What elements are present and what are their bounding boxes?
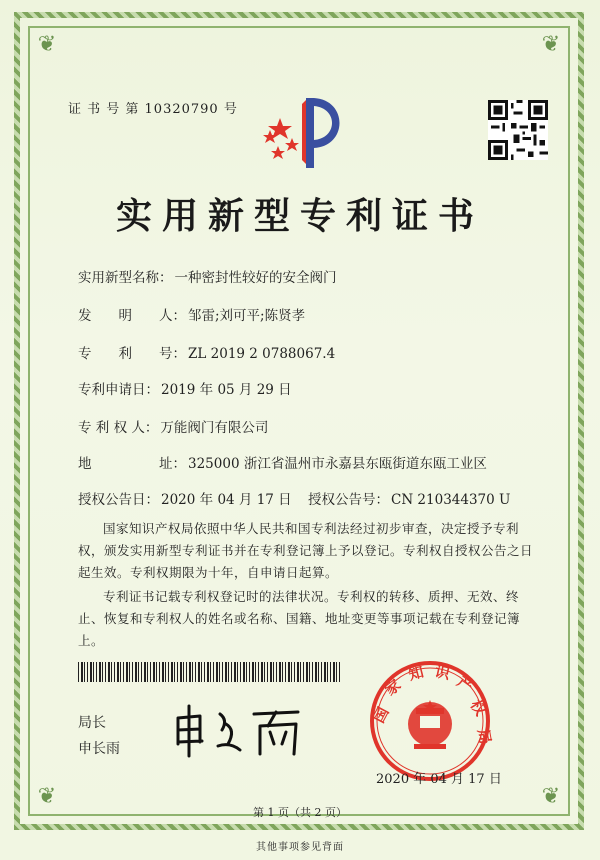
grant-statement-paragraph: 国家知识产权局依照中华人民共和国专利法经过初步审查，决定授予专利权，颁发实用新型专利证书并在专利登记簿上予以登记。专利权自授权公告之日起生效。专利权期限为十年，自申请日起算。: [78, 521, 534, 580]
svg-text:识: 识: [433, 662, 452, 684]
utility-name-label: 实用新型名称：: [78, 270, 173, 286]
grant-number-row: [308, 488, 510, 508]
grant-date-row: [78, 488, 292, 508]
svg-text:家: 家: [381, 675, 405, 700]
footer-note: 其他事项参见背面: [256, 842, 344, 853]
corner-ornament-icon: ❦: [37, 784, 57, 809]
utility-name-value: 一种密封性较好的安全阀门: [174, 270, 337, 286]
patentee-row: [78, 416, 268, 436]
address-label: 地 址：: [78, 456, 186, 472]
address-row: [78, 452, 487, 472]
svg-text:国: 国: [369, 704, 393, 726]
svg-text:权: 权: [466, 696, 490, 719]
certificate-number: 证 书 号 第 10320790 号: [68, 102, 238, 117]
grant-number-label: 授权公告号：: [308, 492, 389, 508]
corner-ornament-icon: ❦: [37, 32, 57, 57]
inventor-value: 邹雷;刘可平;陈贤孝: [188, 308, 306, 324]
corner-ornament-icon: ❦: [541, 32, 561, 57]
svg-text:局: 局: [474, 727, 495, 746]
grant-date-label: 授权公告日：: [78, 492, 159, 508]
patentee-label: 专 利 权 人：: [78, 420, 159, 436]
corner-ornament-icon: ❦: [541, 784, 561, 809]
inventor-label: 发 明 人：: [78, 308, 186, 324]
patent-number-row: [78, 342, 335, 362]
filing-date-label: 专利申请日：: [78, 382, 159, 398]
inventor-row: [78, 304, 305, 324]
legal-status-paragraph: 专利证书记载专利权登记时的法律状况。专利权的转移、质押、无效、终止、恢复和专利权人的姓名或名称、国籍、地址变更等事项记载在专利登记簿上。: [78, 589, 521, 648]
barcode: [78, 662, 342, 682]
seal-date: 2020 年 04 月 17 日: [376, 772, 502, 787]
filing-date-value: 2019 年 05 月 29 日: [161, 382, 292, 398]
svg-text:知: 知: [406, 662, 426, 684]
grant-date-value: 2020 年 04 月 17 日: [161, 492, 292, 508]
patent-number-value: ZL 2019 2 0788067.4: [188, 346, 336, 362]
utility-name-row: [78, 266, 337, 286]
cnipa-logo-icon: [262, 90, 352, 170]
director-title: 局长: [78, 715, 106, 731]
page-number: 第 1 页（共 2 页）: [253, 806, 347, 819]
certificate-title: 实用新型专利证书: [115, 195, 484, 237]
filing-date-row: [78, 378, 292, 398]
svg-text:产: 产: [453, 672, 477, 697]
director-signature: [170, 700, 310, 760]
director-name: 申长雨: [78, 741, 120, 757]
patentee-value: 万能阀门有限公司: [160, 420, 269, 436]
patent-number-label: 专 利 号：: [78, 346, 186, 362]
grant-number-value: CN 210344370 U: [391, 492, 511, 508]
qr-code: [488, 100, 548, 160]
address-value: 325000 浙江省温州市永嘉县东瓯街道东瓯工业区: [188, 456, 487, 472]
